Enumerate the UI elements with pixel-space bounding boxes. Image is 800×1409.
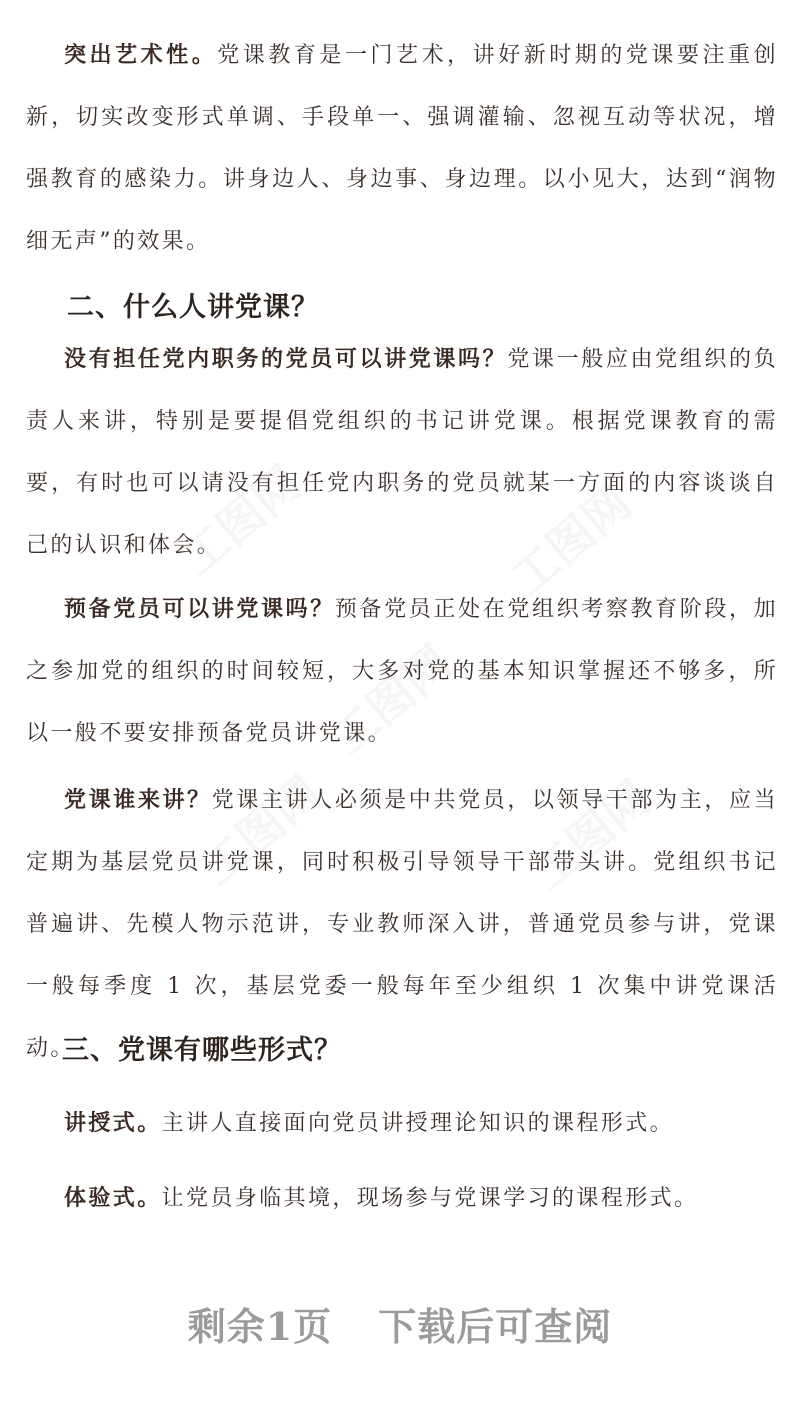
watermark-logo: 工图网 — [500, 475, 642, 606]
watermark-logo: 工图网 — [520, 770, 662, 901]
paragraph-artistry — [26, 24, 778, 273]
download-to-view-link[interactable]: 下载后可查阅 — [378, 1304, 613, 1349]
paragraph-lead: 突出艺术性。 — [64, 42, 218, 68]
paragraph-body: 主讲人直接面向党员讲授理论知识的课程形式。 — [161, 1111, 675, 1136]
remaining-pages-text: 剩余1页 — [187, 1304, 333, 1349]
watermark-logo: 工图网 — [170, 455, 312, 586]
paragraph-non-official-members — [26, 328, 778, 577]
section-heading-who-teaches: 二、什么人讲党课？ — [67, 292, 319, 323]
paragraph-probationary-members — [26, 578, 778, 765]
paragraph-body: 预备党员正处在党组织考察教育阶段，加之参加党的组织的时间较短，大多对党的基本知识掌握还不够多，所以一般不要安排预备党员讲党课。 — [26, 597, 779, 746]
paragraph-lead: 预备党员可以讲党课吗？ — [64, 596, 335, 622]
paragraph-experience-form — [26, 1167, 778, 1230]
paragraph-body: 党课主讲人必须是中共党员，以领导干部为主，应当定期为基层党员讲党课，同时积极引导领导干部带头讲。党组织书记普遍讲、先模人物示范讲，专业教师深入讲，普通党员参与讲，党课一般每季度 1 次，基层党委一般每年至少组织 1 次集中讲党课活动。 — [26, 788, 779, 1061]
paragraph-lead: 没有担任党内职务的党员可以讲党课吗？ — [64, 346, 508, 372]
watermark-logo: 工图网 — [190, 765, 332, 896]
paragraph-body: 党课教育是一门艺术，讲好新时期的党课要注重创新，切实改变形式单调、手段单一、强调灌输、忽视互动等状况，增强教育的感染力。讲身边人、身边事、身边理。以小见大，达到“润物细无声”的效果。 — [26, 43, 778, 254]
paragraph-lead: 体验式。 — [64, 1185, 162, 1211]
download-prompt-banner[interactable] — [0, 1296, 800, 1351]
paragraph-lecture-form — [26, 1092, 778, 1155]
paragraph-body: 让党员身临其境，现场参与党课学习的课程形式。 — [161, 1186, 699, 1211]
section-heading-forms: 三、党课有哪些形式？ — [62, 1035, 342, 1066]
paragraph-body: 党课一般应由党组织的负责人来讲，特别是要提倡党组织的书记讲党课。根据党课教育的需要，有时也可以请没有担任党内职务的党员就某一方面的内容谈谈自己的认识和体会。 — [26, 347, 778, 558]
paragraph-lead: 党课谁来讲？ — [64, 787, 212, 813]
paragraph-lead: 讲授式。 — [64, 1110, 162, 1136]
watermark-logo: 工图网 — [320, 635, 462, 766]
